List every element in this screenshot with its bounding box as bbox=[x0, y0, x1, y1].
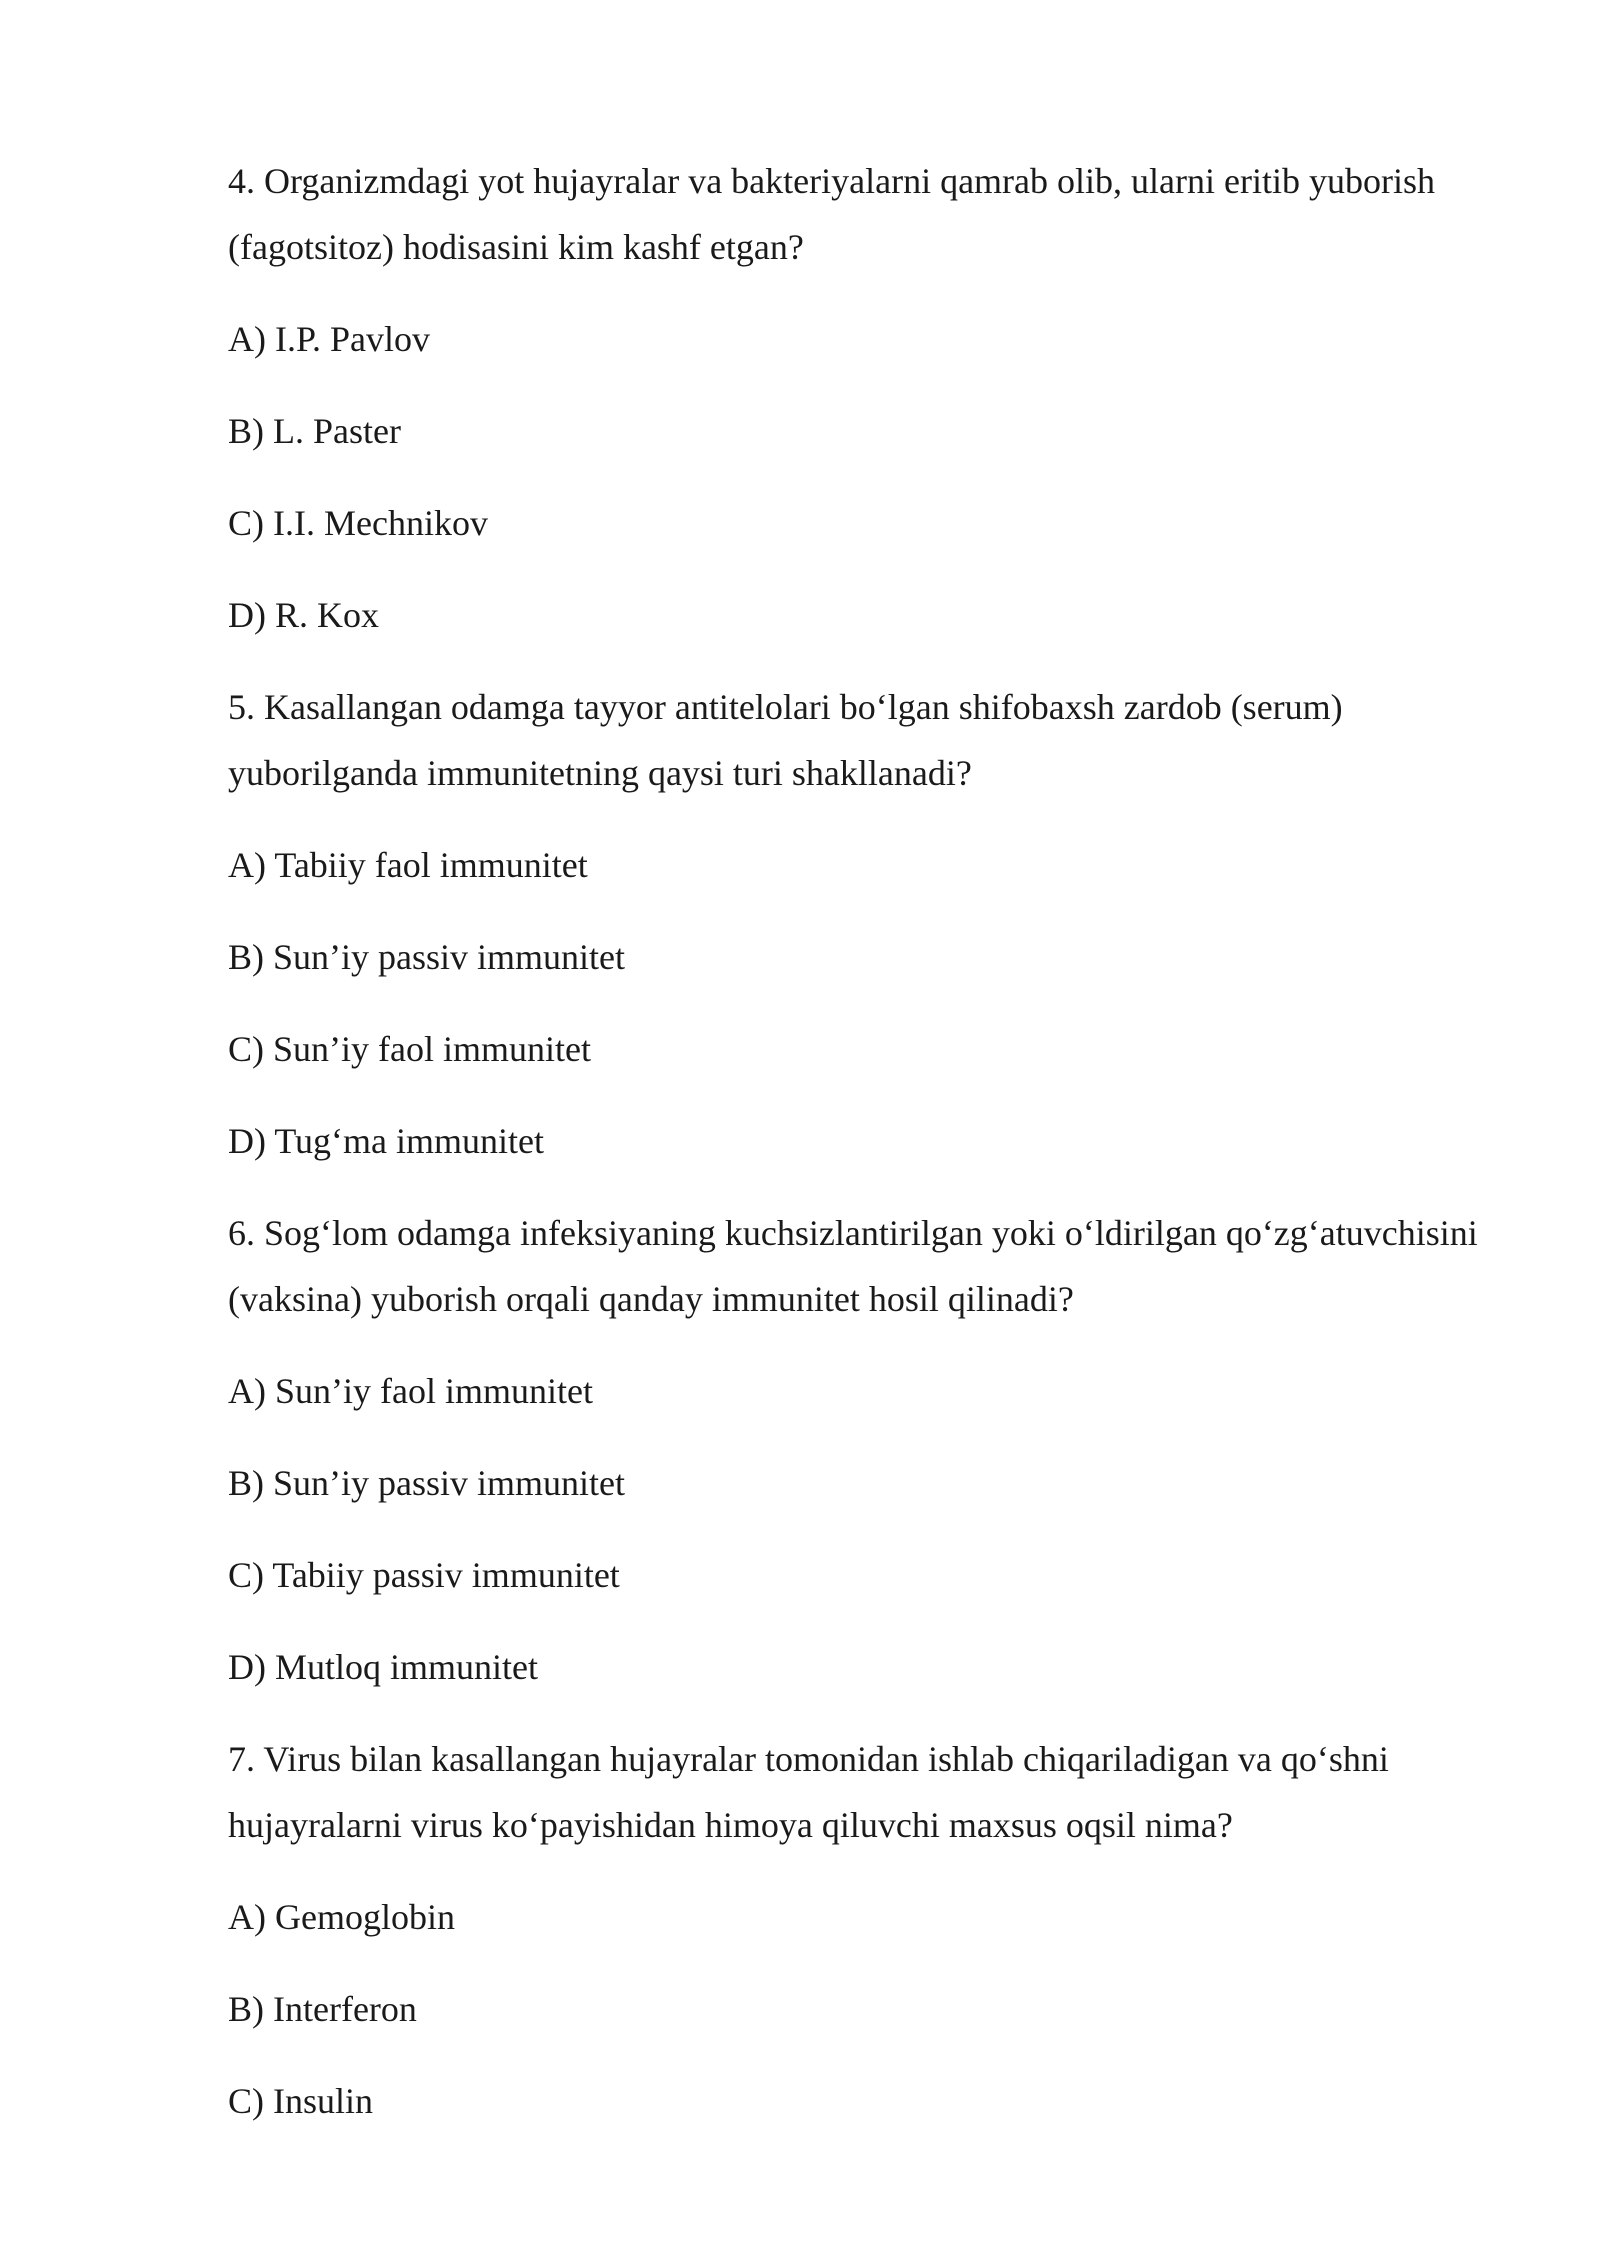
question-text: 7. Virus bilan kasallangan hujayralar tomonidan ishlab chiqariladigan va qo‘shni hujayralarni virus ko‘payishidan himoya qiluvchi maxsus oqsil nima? bbox=[228, 1739, 1389, 1845]
answer-option: B) Sun’iy passiv immunitet bbox=[228, 937, 626, 977]
answer-option: A) I.P. Pavlov bbox=[228, 319, 431, 359]
answer-option: D) R. Kox bbox=[228, 595, 379, 635]
question-4 bbox=[228, 148, 1478, 648]
question-text: 5. Kasallangan odamga tayyor antitelolari bo‘lgan shifobaxsh zardob (serum) yuborilganda immunitetning qaysi turi shakllanadi? bbox=[228, 687, 1343, 793]
answer-option: B) Interferon bbox=[228, 1989, 417, 2029]
question-text: 6. Sog‘lom odamga infeksiyaning kuchsizlantirilgan yoki o‘ldirilgan qo‘zg‘atuvchisini (vaksina) yuborish orqali qanday immunitet hosil qilinadi? bbox=[228, 1213, 1478, 1319]
answer-option: C) Tabiiy passiv immunitet bbox=[228, 1555, 620, 1595]
answer-option: A) Tabiiy faol immunitet bbox=[228, 845, 588, 885]
question-list bbox=[228, 148, 1478, 2160]
answer-option: A) Sun’iy faol immunitet bbox=[228, 1371, 593, 1411]
answer-option: C) Insulin bbox=[228, 2081, 374, 2121]
answer-option: A) Gemoglobin bbox=[228, 1897, 455, 1937]
answer-option: D) Tug‘ma immunitet bbox=[228, 1121, 545, 1161]
answer-option: D) Mutloq immunitet bbox=[228, 1647, 538, 1687]
answer-option: B) L. Paster bbox=[228, 411, 401, 451]
answer-option: C) Sun’iy faol immunitet bbox=[228, 1029, 591, 1069]
question-5 bbox=[228, 674, 1478, 1174]
question-6 bbox=[228, 1200, 1478, 1700]
answer-option: B) Sun’iy passiv immunitet bbox=[228, 1463, 626, 1503]
question-text: 4. Organizmdagi yot hujayralar va bakteriyalarni qamrab olib, ularni eritib yuborish (fagotsitoz) hodisasini kim kashf etgan? bbox=[228, 161, 1435, 267]
answer-option: C) I.I. Mechnikov bbox=[228, 503, 488, 543]
question-7 bbox=[228, 1726, 1478, 2134]
